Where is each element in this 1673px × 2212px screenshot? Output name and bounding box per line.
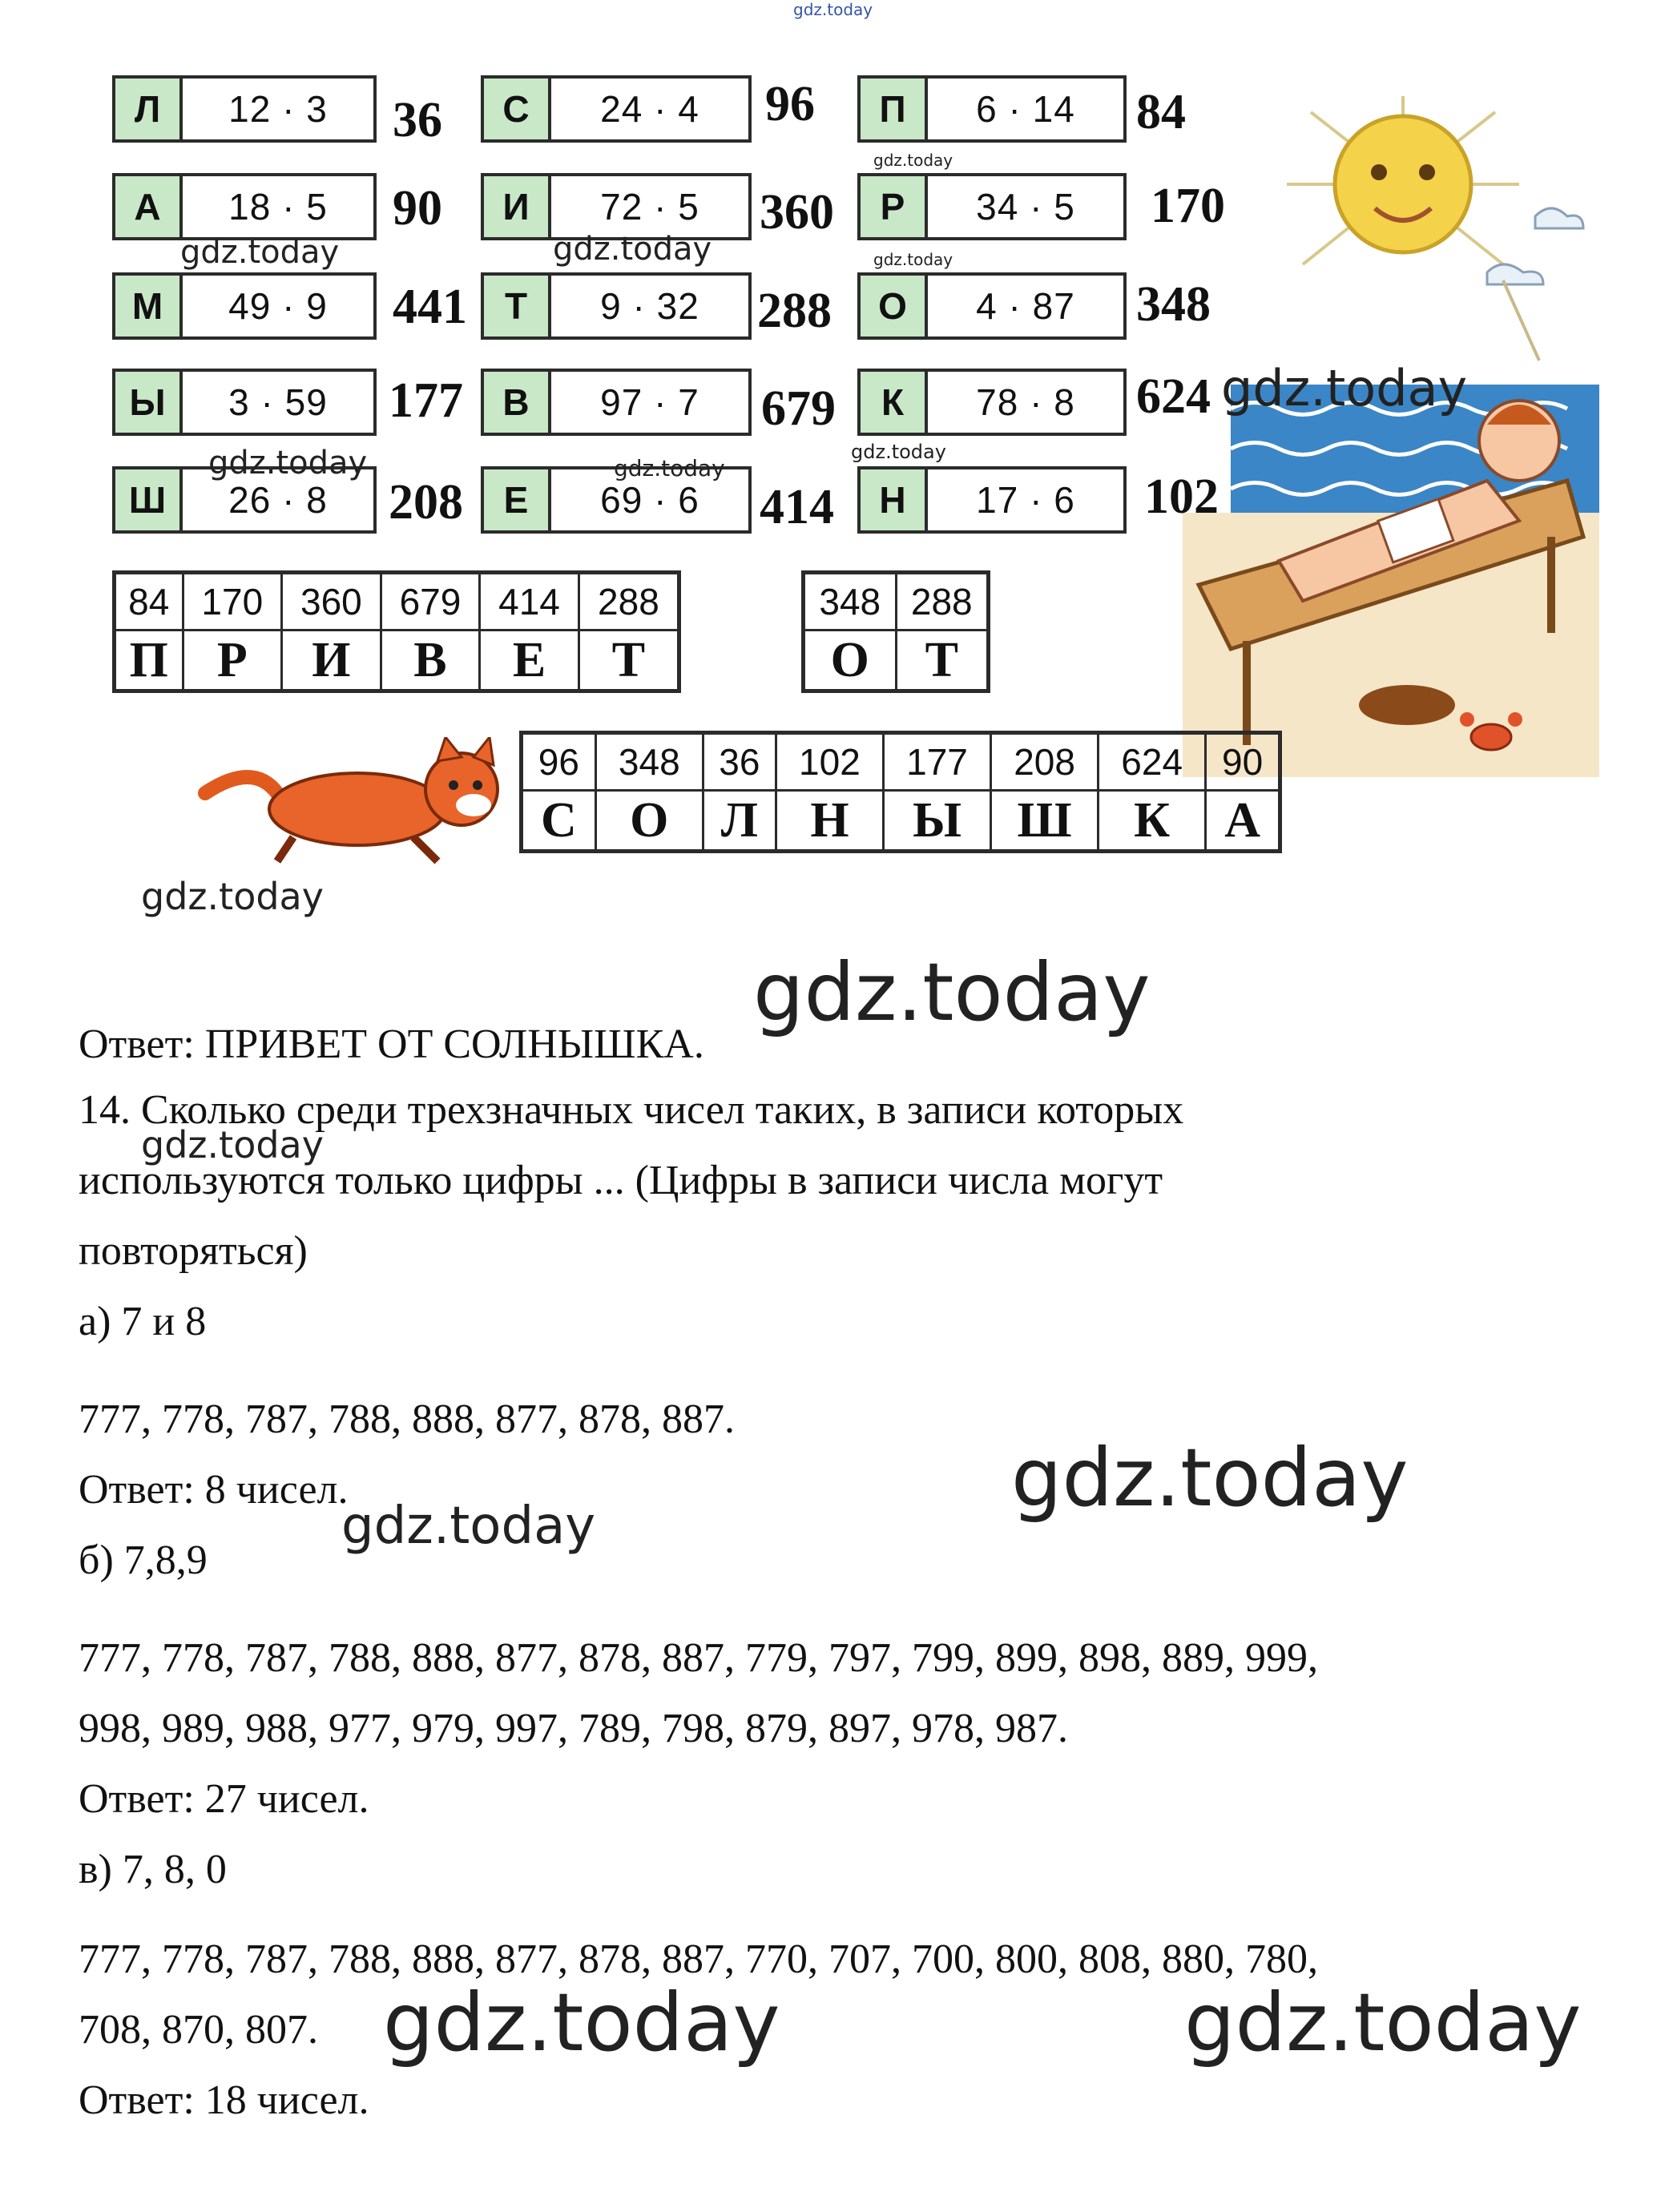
task-14-line-3: повторяться): [79, 1228, 308, 1274]
watermark: gdz.today: [383, 1976, 780, 2069]
watermark: gdz.today: [341, 1497, 596, 1556]
part-b-list-1: 777, 778, 787, 788, 888, 877, 878, 887, 779, 797, 799, 899, 898, 889, 999,: [79, 1635, 1318, 1681]
code-letter: О: [595, 791, 703, 852]
code-letter: Н: [776, 791, 883, 852]
watermark: gdz.today: [1184, 1976, 1582, 2069]
code-letter: А: [1206, 791, 1280, 852]
puzzle-box-l: [112, 75, 377, 143]
code-number: 624: [1099, 733, 1206, 791]
code-letter: В: [381, 631, 480, 691]
part-b-title: б) 7,8,9: [79, 1537, 208, 1583]
code-number: 177: [883, 733, 990, 791]
puzzle-box-n: [857, 466, 1127, 534]
puzzle-expression: 3 · 59: [228, 381, 328, 423]
watermark: gdz.today: [873, 250, 953, 269]
puzzle-answer: 90: [393, 181, 442, 236]
puzzle-box-p: [857, 75, 1127, 143]
puzzle-letter: Ы: [115, 372, 183, 433]
header-watermark: gdz.today: [793, 0, 873, 19]
sun-illustration: [1263, 96, 1599, 369]
puzzle-expression: 4 · 87: [976, 285, 1075, 327]
watermark: gdz.today: [208, 445, 368, 481]
code-letter: Ш: [991, 791, 1099, 852]
watermark: gdz.today: [141, 875, 324, 918]
watermark: gdz.today: [553, 231, 712, 268]
table-privet: [112, 570, 681, 693]
puzzle-letter: А: [115, 176, 183, 237]
part-b-list-2: 998, 989, 988, 977, 979, 997, 789, 798, 879, 897, 978, 987.: [79, 1706, 1068, 1751]
puzzle-expression: 18 · 5: [228, 186, 328, 228]
puzzle-letter: М: [115, 276, 183, 336]
code-letter: Ы: [883, 791, 990, 852]
part-a-list: 777, 778, 787, 788, 888, 877, 878, 887.: [79, 1396, 735, 1442]
puzzle-letter: Е: [484, 469, 551, 530]
code-number: 84: [115, 573, 183, 631]
code-letter: Р: [183, 631, 282, 691]
watermark: gdz.today: [753, 945, 1151, 1039]
puzzle-expression: 26 · 8: [228, 479, 328, 521]
code-letter: К: [1099, 791, 1206, 852]
part-c-list-1: 777, 778, 787, 788, 888, 877, 878, 887, 770, 707, 700, 800, 808, 880, 780,: [79, 1936, 1318, 1982]
puzzle-letter: К: [861, 372, 928, 433]
puzzle-box-o: [857, 272, 1127, 340]
puzzle-letter: Ш: [115, 469, 183, 530]
code-number: 348: [595, 733, 703, 791]
watermark: gdz.today: [1011, 1431, 1409, 1525]
code-number: 90: [1206, 733, 1280, 791]
puzzle-expression: 17 · 6: [976, 479, 1075, 521]
puzzle-answer: 441: [393, 280, 467, 334]
code-letter: Т: [578, 631, 679, 691]
code-letter: Т: [896, 631, 989, 691]
task-14-line-2: используются только цифры ... (Цифры в записи числа могут: [79, 1158, 1163, 1203]
code-number: 348: [804, 573, 897, 631]
code-letter: П: [115, 631, 183, 691]
code-number: 414: [480, 573, 579, 631]
puzzle-box-v: [481, 369, 752, 436]
puzzle-answer: 170: [1151, 179, 1225, 233]
puzzle-answer: 36: [393, 93, 442, 147]
puzzle-answer: 360: [760, 185, 834, 240]
code-number: 170: [183, 573, 282, 631]
cat-illustration: [197, 737, 534, 865]
puzzle-answer: 624: [1136, 369, 1211, 424]
code-number: 679: [381, 573, 480, 631]
puzzle-expression: 12 · 3: [228, 88, 328, 130]
code-number: 96: [522, 733, 596, 791]
puzzle-answer: 679: [761, 381, 836, 436]
watermark: gdz.today: [851, 441, 946, 463]
part-c-title: в) 7, 8, 0: [79, 1847, 227, 1892]
code-letter: О: [804, 631, 897, 691]
part-c-answer: Ответ: 18 чисел.: [79, 2077, 369, 2123]
puzzle-letter: О: [861, 276, 928, 336]
part-a-answer: Ответ: 8 чисел.: [79, 1467, 349, 1513]
puzzle-expression: 24 · 4: [600, 88, 699, 130]
puzzle-box-r: [857, 173, 1127, 240]
code-letter: С: [522, 791, 596, 852]
puzzle-box-k: [857, 369, 1127, 436]
puzzle-box-a: [112, 173, 377, 240]
puzzle-letter: В: [484, 372, 551, 433]
puzzle-expression: 49 · 9: [228, 285, 328, 327]
code-number: 288: [896, 573, 989, 631]
puzzle-box-t: [481, 272, 752, 340]
watermark: gdz.today: [180, 234, 340, 271]
code-letter: И: [282, 631, 381, 691]
puzzle-letter: П: [861, 79, 928, 139]
puzzle-answer: 288: [757, 284, 832, 338]
puzzle-answer: 84: [1136, 85, 1186, 139]
puzzle-box-m: [112, 272, 377, 340]
puzzle-expression: 78 · 8: [976, 381, 1075, 423]
puzzle-box-s: [481, 75, 752, 143]
code-letter: Е: [480, 631, 579, 691]
code-letter: Л: [703, 791, 776, 852]
code-number: 208: [991, 733, 1099, 791]
table-solnyshka: [519, 731, 1282, 853]
puzzle-expression: 34 · 5: [976, 186, 1075, 228]
puzzle-expression: 72 · 5: [600, 186, 699, 228]
puzzle-letter: Т: [484, 276, 551, 336]
puzzle-letter: С: [484, 79, 551, 139]
puzzle-expression: 9 · 32: [600, 285, 699, 327]
puzzle-answer: 348: [1136, 277, 1211, 332]
puzzle-answer: 177: [389, 373, 463, 428]
puzzle-letter: И: [484, 176, 551, 237]
watermark: gdz.today: [614, 455, 725, 481]
puzzle-answer: 96: [765, 77, 815, 131]
part-a-title: а) 7 и 8: [79, 1299, 207, 1344]
puzzle-expression: 69 · 6: [600, 479, 699, 521]
puzzle-expression: 6 · 14: [976, 88, 1075, 130]
watermark: gdz.today: [873, 151, 953, 170]
puzzle-letter: Л: [115, 79, 183, 139]
puzzle-expression: 97 · 7: [600, 381, 699, 423]
watermark: gdz.today: [141, 1123, 324, 1166]
puzzle-letter: Р: [861, 176, 928, 237]
crab-illustration: [1455, 705, 1527, 761]
puzzle-box-y: [112, 369, 377, 436]
task-14-line-1: 14. Сколько среди трехзначных чисел таких, в записи которых: [79, 1087, 1184, 1133]
puzzle-answer: 102: [1144, 469, 1219, 524]
table-ot: [801, 570, 990, 693]
code-number: 102: [776, 733, 883, 791]
part-c-list-2: 708, 870, 807.: [79, 2007, 318, 2053]
answer-13: Ответ: ПРИВЕТ ОТ СОЛНЫШКА.: [79, 1021, 704, 1067]
part-b-answer: Ответ: 27 чисел.: [79, 1776, 369, 1822]
watermark: gdz.today: [1221, 359, 1468, 417]
code-number: 288: [578, 573, 679, 631]
code-number: 36: [703, 733, 776, 791]
puzzle-answer: 208: [389, 475, 463, 530]
puzzle-answer: 414: [760, 480, 834, 534]
puzzle-letter: Н: [861, 469, 928, 530]
code-number: 360: [282, 573, 381, 631]
